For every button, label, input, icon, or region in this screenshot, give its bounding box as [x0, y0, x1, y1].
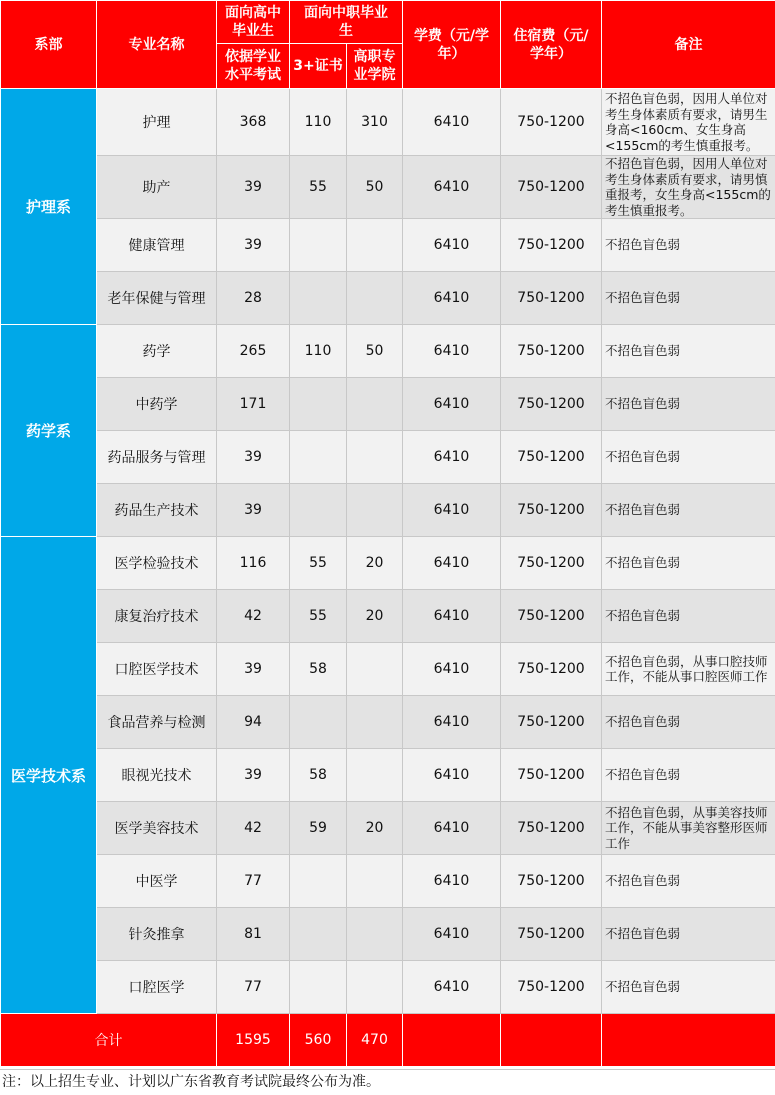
total-label: 合计	[1, 1014, 217, 1067]
table-row	[1, 325, 775, 378]
major-name: 医学美容技术	[97, 802, 217, 855]
tuition: 6410	[403, 537, 501, 590]
vocational-college-quota	[347, 643, 403, 696]
major-name: 药学	[97, 325, 217, 378]
table-row	[1, 802, 775, 855]
tuition: 6410	[403, 590, 501, 643]
table-row	[1, 908, 775, 961]
high-school-quota: 77	[217, 855, 290, 908]
vocational-3plus-quota	[290, 908, 347, 961]
vocational-3plus-quota: 110	[290, 325, 347, 378]
dorm-fee: 750-1200	[501, 908, 602, 961]
dorm-fee: 750-1200	[501, 272, 602, 325]
dorm-fee: 750-1200	[501, 802, 602, 855]
remark: 不招色盲色弱	[602, 590, 775, 643]
vocational-3plus-quota	[290, 219, 347, 272]
tuition: 6410	[403, 855, 501, 908]
remark: 不招色盲色弱	[602, 378, 775, 431]
high-school-quota: 116	[217, 537, 290, 590]
tuition: 6410	[403, 272, 501, 325]
vocational-college-quota	[347, 431, 403, 484]
total-dorm	[501, 1014, 602, 1067]
dorm-fee: 750-1200	[501, 537, 602, 590]
header-major: 专业名称	[97, 1, 217, 89]
total-tuition	[403, 1014, 501, 1067]
major-name: 康复治疗技术	[97, 590, 217, 643]
remark: 不招色盲色弱，因用人单位对考生身体素质有要求，请男生身高<160cm、女生身高<155cm的考生慎重报考。	[602, 89, 775, 156]
vocational-college-quota	[347, 219, 403, 272]
vocational-college-quota: 50	[347, 156, 403, 219]
high-school-quota: 39	[217, 484, 290, 537]
high-school-quota: 39	[217, 643, 290, 696]
dorm-fee: 750-1200	[501, 590, 602, 643]
remark: 不招色盲色弱	[602, 696, 775, 749]
remark: 不招色盲色弱	[602, 855, 775, 908]
remark: 不招色盲色弱，从事美容技师工作，不能从事美容整形医师工作	[602, 802, 775, 855]
remark: 不招色盲色弱	[602, 219, 775, 272]
high-school-quota: 39	[217, 749, 290, 802]
header-high-school: 面向高中毕业生	[217, 1, 290, 44]
table-body	[1, 89, 775, 1014]
tuition: 6410	[403, 908, 501, 961]
table-row	[1, 484, 775, 537]
table-row	[1, 643, 775, 696]
high-school-quota: 28	[217, 272, 290, 325]
header-high-school-sub: 依据学业水平考试	[217, 44, 290, 89]
table-row	[1, 272, 775, 325]
tuition: 6410	[403, 961, 501, 1014]
high-school-quota: 42	[217, 802, 290, 855]
high-school-quota: 77	[217, 961, 290, 1014]
high-school-quota: 94	[217, 696, 290, 749]
vocational-3plus-quota: 58	[290, 643, 347, 696]
table-row	[1, 961, 775, 1014]
remark: 不招色盲色弱	[602, 961, 775, 1014]
high-school-quota: 39	[217, 431, 290, 484]
header-vocational: 面向中职毕业生	[290, 1, 403, 44]
major-name: 药品服务与管理	[97, 431, 217, 484]
remark: 不招色盲色弱，从事口腔技师工作，不能从事口腔医师工作	[602, 643, 775, 696]
vocational-3plus-quota: 55	[290, 537, 347, 590]
total-row	[1, 1014, 775, 1067]
major-name: 医学检验技术	[97, 537, 217, 590]
department-name: 护理系	[1, 89, 97, 325]
vocational-3plus-quota	[290, 484, 347, 537]
dorm-fee: 750-1200	[501, 749, 602, 802]
vocational-3plus-quota	[290, 272, 347, 325]
high-school-quota: 81	[217, 908, 290, 961]
tuition: 6410	[403, 696, 501, 749]
header-vocational-college: 高职专业学院	[347, 44, 403, 89]
vocational-college-quota	[347, 484, 403, 537]
dorm-fee: 750-1200	[501, 855, 602, 908]
remark: 不招色盲色弱	[602, 431, 775, 484]
tuition: 6410	[403, 431, 501, 484]
vocational-college-quota: 20	[347, 590, 403, 643]
remark: 不招色盲色弱	[602, 749, 775, 802]
high-school-quota: 39	[217, 156, 290, 219]
high-school-quota: 171	[217, 378, 290, 431]
tuition: 6410	[403, 484, 501, 537]
vocational-3plus-quota	[290, 431, 347, 484]
vocational-college-quota: 20	[347, 537, 403, 590]
major-name: 针灸推拿	[97, 908, 217, 961]
vocational-3plus-quota	[290, 378, 347, 431]
vocational-3plus-quota: 55	[290, 590, 347, 643]
vocational-3plus-quota: 59	[290, 802, 347, 855]
major-name: 助产	[97, 156, 217, 219]
header-tuition: 学费（元/学年）	[403, 1, 501, 89]
major-name: 中药学	[97, 378, 217, 431]
dorm-fee: 750-1200	[501, 696, 602, 749]
vocational-3plus-quota: 58	[290, 749, 347, 802]
vocational-college-quota	[347, 749, 403, 802]
major-name: 健康管理	[97, 219, 217, 272]
total-high-school: 1595	[217, 1014, 290, 1067]
table-row	[1, 537, 775, 590]
dorm-fee: 750-1200	[501, 89, 602, 156]
department-name: 药学系	[1, 325, 97, 537]
dorm-fee: 750-1200	[501, 431, 602, 484]
vocational-3plus-quota: 110	[290, 89, 347, 156]
header-note: 备注	[602, 1, 775, 89]
dorm-fee: 750-1200	[501, 325, 602, 378]
high-school-quota: 368	[217, 89, 290, 156]
remark: 不招色盲色弱	[602, 537, 775, 590]
major-name: 口腔医学技术	[97, 643, 217, 696]
vocational-college-quota: 310	[347, 89, 403, 156]
tuition: 6410	[403, 325, 501, 378]
table-row	[1, 219, 775, 272]
dorm-fee: 750-1200	[501, 484, 602, 537]
major-name: 眼视光技术	[97, 749, 217, 802]
dorm-fee: 750-1200	[501, 643, 602, 696]
high-school-quota: 265	[217, 325, 290, 378]
major-name: 老年保健与管理	[97, 272, 217, 325]
vocational-college-quota	[347, 855, 403, 908]
major-name: 口腔医学	[97, 961, 217, 1014]
header-vocational-3plus: 3+证书	[290, 44, 347, 89]
vocational-3plus-quota: 55	[290, 156, 347, 219]
vocational-college-quota: 50	[347, 325, 403, 378]
header-dept: 系部	[1, 1, 97, 89]
table-row	[1, 749, 775, 802]
tuition: 6410	[403, 643, 501, 696]
table-row	[1, 378, 775, 431]
remark: 不招色盲色弱	[602, 272, 775, 325]
vocational-3plus-quota	[290, 855, 347, 908]
vocational-college-quota	[347, 378, 403, 431]
high-school-quota: 39	[217, 219, 290, 272]
tuition: 6410	[403, 802, 501, 855]
total-3plus: 560	[290, 1014, 347, 1067]
remark: 不招色盲色弱	[602, 484, 775, 537]
vocational-3plus-quota	[290, 696, 347, 749]
remark: 不招色盲色弱，因用人单位对考生身体素质有要求，请男慎重报考，女生身高<155cm的考生慎重报考。	[602, 156, 775, 219]
total-note	[602, 1014, 775, 1067]
tuition: 6410	[403, 378, 501, 431]
header-dorm: 住宿费（元/学年）	[501, 1, 602, 89]
vocational-college-quota	[347, 908, 403, 961]
remark: 不招色盲色弱	[602, 325, 775, 378]
dorm-fee: 750-1200	[501, 219, 602, 272]
tuition: 6410	[403, 89, 501, 156]
dorm-fee: 750-1200	[501, 378, 602, 431]
vocational-college-quota	[347, 696, 403, 749]
table-row	[1, 590, 775, 643]
vocational-college-quota	[347, 272, 403, 325]
major-name: 中医学	[97, 855, 217, 908]
tuition: 6410	[403, 749, 501, 802]
high-school-quota: 42	[217, 590, 290, 643]
footnote: 注：以上招生专业、计划以广东省教育考试院最终公布为准。	[0, 1069, 775, 1094]
dorm-fee: 750-1200	[501, 156, 602, 219]
table-row	[1, 855, 775, 908]
remark: 不招色盲色弱	[602, 908, 775, 961]
table-row	[1, 156, 775, 219]
table-row	[1, 696, 775, 749]
major-name: 护理	[97, 89, 217, 156]
vocational-college-quota	[347, 961, 403, 1014]
major-name: 食品营养与检测	[97, 696, 217, 749]
vocational-college-quota: 20	[347, 802, 403, 855]
major-name: 药品生产技术	[97, 484, 217, 537]
department-name: 医学技术系	[1, 537, 97, 1014]
tuition: 6410	[403, 156, 501, 219]
total-college: 470	[347, 1014, 403, 1067]
table-row	[1, 89, 775, 156]
tuition: 6410	[403, 219, 501, 272]
vocational-3plus-quota	[290, 961, 347, 1014]
dorm-fee: 750-1200	[501, 961, 602, 1014]
table-row	[1, 431, 775, 484]
table-header	[1, 1, 775, 89]
